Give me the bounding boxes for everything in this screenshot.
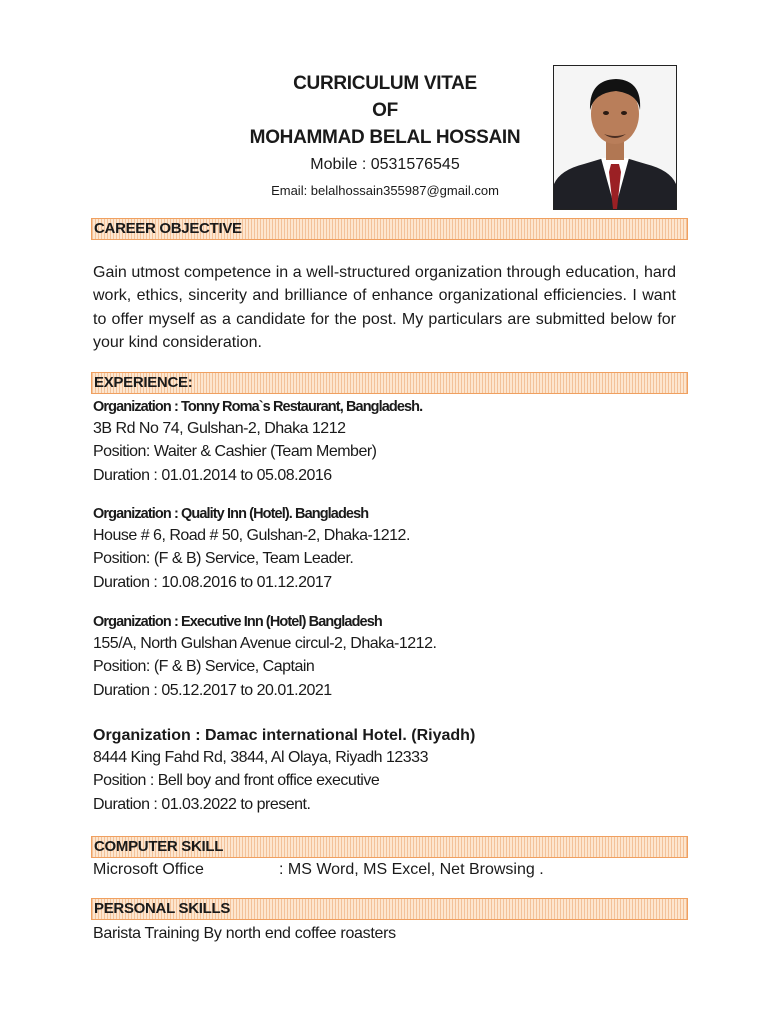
experience-address: House # 6, Road # 50, Gulshan-2, Dhaka-1212. [93,527,410,544]
section-career-objective: CAREER OBJECTIVE [91,218,688,240]
experience-position: Position : Bell boy and front office executive [93,772,380,790]
experience-entry [93,612,683,702]
experience-address: 8444 King Fahd Rd, 3844, Al Olaya, Riyadh 12333 [93,749,428,766]
personal-skill-item: Barista Training By north end coffee roasters [93,925,396,942]
experience-address: 3B Rd No 74, Gulshan-2, Dhaka 1212 [93,420,346,437]
experience-duration: Duration : 10.08.2016 to 01.12.2017 [93,573,332,591]
experience-position: Position: Waiter & Cashier (Team Member) [93,443,377,461]
experience-duration: Duration : 05.12.2017 to 20.01.2021 [93,681,332,699]
experience-position: Position: (F & B) Service, Team Leader. [93,550,354,568]
cv-header [200,70,570,202]
section-computer-skill: COMPUTER SKILL [91,836,688,858]
section-personal-skills: PERSONAL SKILLS [91,898,688,920]
email-address: Email: belalhossain355987@gmail.com [271,183,499,198]
experience-organization: Organization : Tonny Roma`s Restaurant, Bangladesh. [93,399,423,415]
experience-organization: Organization : Executive Inn (Hotel) Bangladesh [93,614,382,630]
experience-address: 155/A, North Gulshan Avenue circul-2, Dhaka-1212. [93,635,437,652]
section-experience: EXPERIENCE: [91,372,688,394]
experience-organization: Organization : Quality Inn (Hotel). Bangladesh [93,506,369,522]
cv-title: CURRICULUM VITAE [293,73,477,94]
computer-skill-detail: : MS Word, MS Excel, Net Browsing . [279,861,544,878]
experience-organization: Organization : Damac international Hotel. (Riyadh) [93,727,476,744]
computer-skill-row [93,858,544,881]
mobile-number: Mobile : 0531576545 [310,156,460,173]
career-objective-text: Gain utmost competence in a well-structured organization through education, hard work, ethics, sincerity and brilliance of enhance organizational efficiencies. I want to offer myself as a candidate for the post. My particulars are submitted below for your kind consideration. [93,264,676,351]
experience-duration: Duration : 01.03.2022 to present. [93,795,311,813]
experience-duration: Duration : 01.01.2014 to 05.08.2016 [93,466,332,484]
cv-title-of: OF [372,100,398,121]
experience-entry [93,397,683,487]
profile-photo [553,65,677,210]
computer-skill-name: Microsoft Office [93,861,204,878]
experience-position: Position: (F & B) Service, Captain [93,658,315,676]
experience-entry [93,726,683,816]
experience-entry [93,504,683,594]
person-photo-icon [554,66,676,209]
candidate-name: MOHAMMAD BELAL HOSSAIN [249,127,521,148]
